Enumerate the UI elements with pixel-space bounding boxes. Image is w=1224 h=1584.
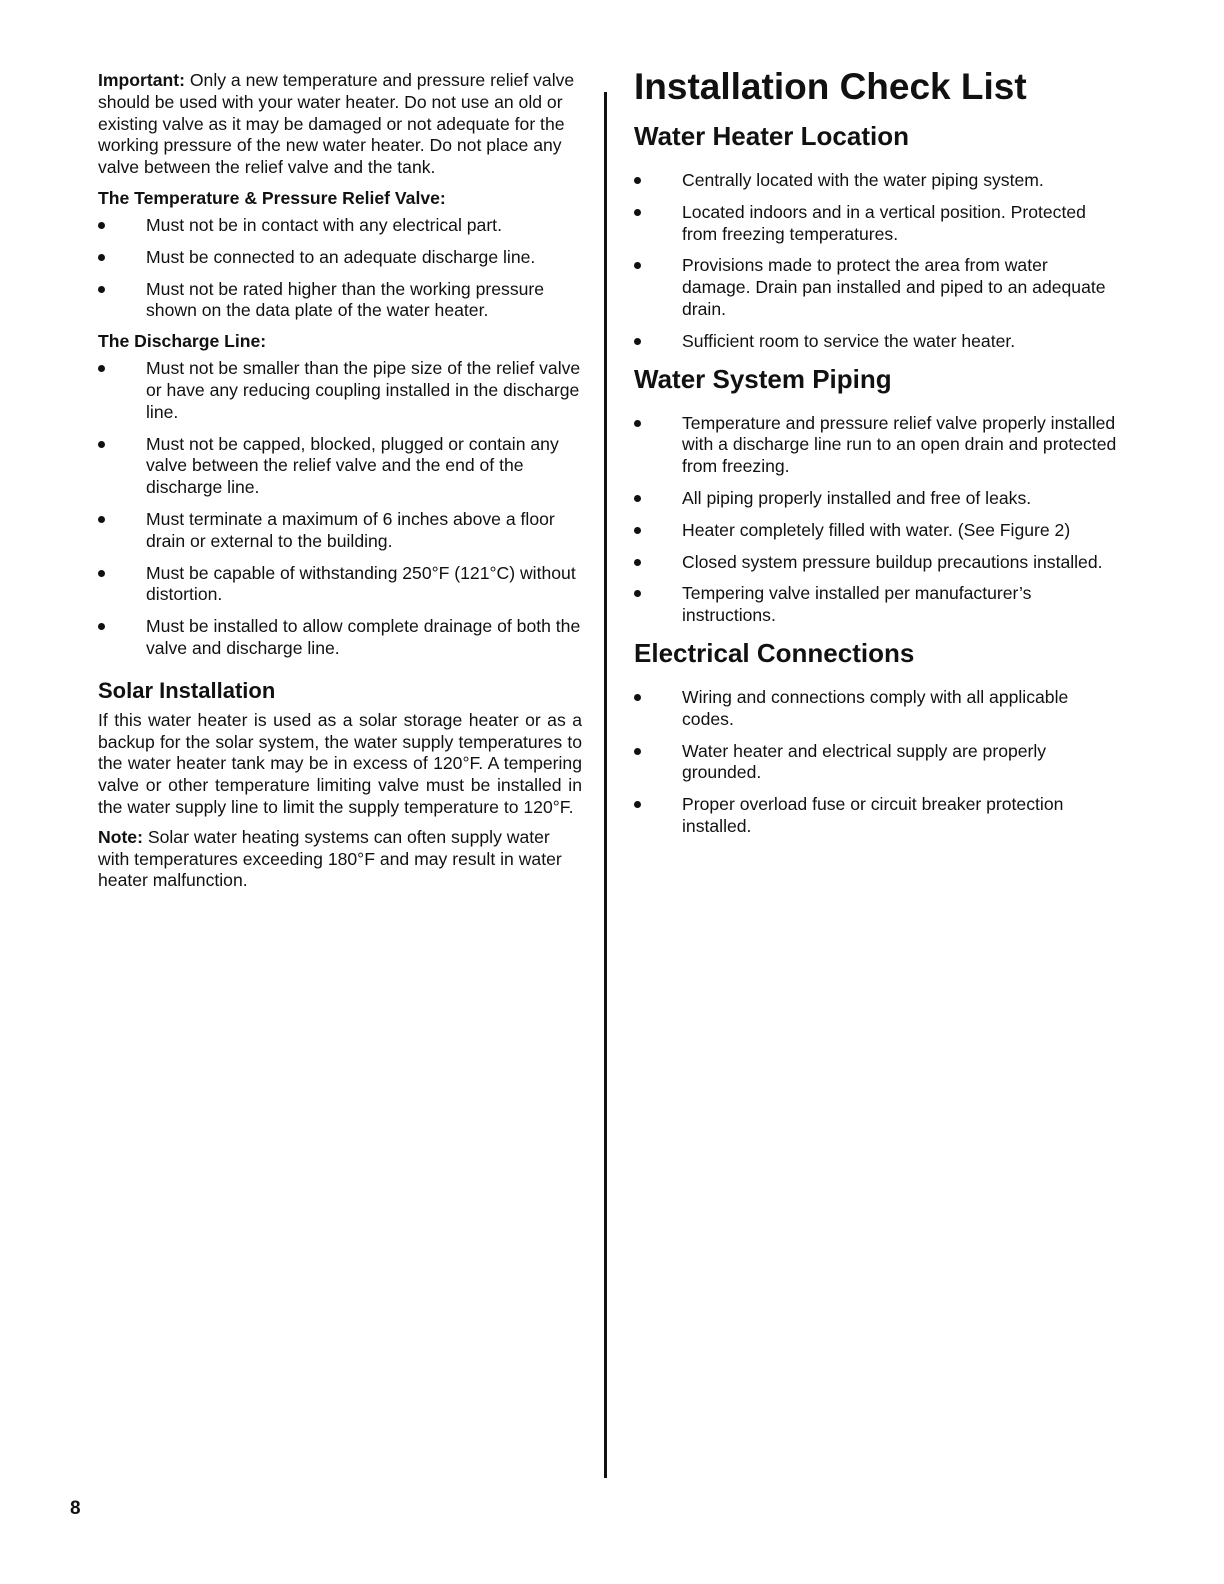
bullet-icon — [634, 177, 641, 184]
column-divider — [604, 92, 607, 1478]
piping-list — [634, 413, 1120, 627]
bullet-icon — [634, 559, 641, 566]
solar-paragraph: If this water heater is used as a solar storage heater or as a backup for the solar system, the water supply temperatures to the water heater tank may be in excess of 120°F. A tempering valve or other temperature limiting valve must be installed in the water supply line to limit the supply temperature to 120°F. — [98, 709, 582, 817]
page-number: 8 — [70, 1498, 81, 1519]
list-item-text: Must be installed to allow complete drainage of both the valve and discharge line. — [146, 616, 581, 658]
note-paragraph — [98, 827, 582, 892]
list-item-text: Located indoors and in a vertical position. Protected from freezing temperatures. — [682, 201, 1086, 244]
important-paragraph — [98, 70, 582, 179]
bullet-icon — [634, 209, 641, 216]
bullet-icon — [98, 254, 105, 261]
list-item-text: Sufficient room to service the water heater. — [682, 330, 1016, 351]
list-item — [634, 255, 1120, 320]
right-column — [634, 64, 1120, 848]
list-item-text: Must be capable of withstanding 250°F (121°C) without distortion. — [146, 562, 576, 605]
list-item — [98, 509, 582, 553]
list-item — [634, 583, 1120, 627]
bullet-icon — [98, 623, 105, 630]
page-title: Installation Check List — [634, 66, 1027, 107]
list-item — [634, 331, 1120, 353]
list-item — [98, 279, 582, 323]
list-item-text: Must not be rated higher than the working pressure shown on the data plate of the water heater. — [146, 278, 545, 321]
solar-heading: Solar Installation — [98, 677, 276, 703]
list-item-text: Provisions made to protect the area from water damage. Drain pan installed and piped to an adequate drain. — [682, 255, 1106, 319]
list-item-text: Wiring and connections comply with all applicable codes. — [682, 686, 1069, 729]
note-text: Solar water heating systems can often supply water with temperatures exceeding 180°F and may result in water heater malfunction. — [98, 826, 562, 891]
important-label: Important: — [98, 70, 185, 90]
bullet-icon — [634, 527, 641, 534]
list-item — [98, 563, 582, 607]
list-item — [634, 170, 1120, 192]
list-item-text: Must terminate a maximum of 6 inches above a floor drain or external to the building. — [146, 508, 555, 551]
list-item — [98, 215, 582, 237]
bullet-icon — [634, 801, 641, 808]
list-item — [634, 488, 1120, 510]
bullet-icon — [98, 222, 105, 229]
section-heading-piping: Water System Piping — [634, 363, 892, 394]
bullet-icon — [98, 441, 105, 448]
bullet-icon — [634, 748, 641, 755]
bullet-icon — [98, 286, 105, 293]
location-list — [634, 170, 1120, 353]
list-item — [98, 616, 582, 660]
electrical-list — [634, 687, 1120, 838]
list-item — [634, 741, 1120, 785]
list-item — [98, 358, 582, 423]
left-column — [98, 70, 582, 892]
list-item — [634, 687, 1120, 731]
list-item — [634, 202, 1120, 246]
discharge-list — [98, 358, 582, 660]
list-item — [634, 413, 1120, 478]
bullet-icon — [634, 495, 641, 502]
bullet-icon — [98, 365, 105, 372]
list-item-text: Must be connected to an adequate discharge line. — [146, 246, 536, 267]
list-item-text: Proper overload fuse or circuit breaker protection installed. — [682, 794, 1064, 836]
note-label: Note: — [98, 826, 143, 847]
tpr-heading: The Temperature & Pressure Relief Valve: — [98, 187, 446, 208]
bullet-icon — [634, 262, 641, 269]
tpr-list — [98, 215, 582, 322]
important-text: Only a new temperature and pressure relief valve should be used with your water heater. Do not use an old or existing valve as it may be damaged or not adequate for the working pressure of the new water heater. Do not place any valve between the relief valve and the tank. — [98, 70, 575, 178]
list-item — [98, 434, 582, 499]
list-item-text: Must not be in contact with any electrical part. — [146, 214, 502, 235]
list-item-text: Water heater and electrical supply are properly grounded. — [682, 740, 1047, 783]
bullet-icon — [634, 694, 641, 701]
list-item — [634, 552, 1120, 574]
bullet-icon — [634, 590, 641, 597]
bullet-icon — [98, 516, 105, 523]
list-item-text: Must not be capped, blocked, plugged or contain any valve between the relief valve and the end of the discharge line. — [146, 433, 559, 498]
bullet-icon — [98, 570, 105, 577]
list-item-text: Centrally located with the water piping system. — [682, 170, 1044, 190]
list-item — [634, 520, 1120, 542]
list-item — [98, 247, 582, 269]
list-item-text: Closed system pressure buildup precautions installed. — [682, 551, 1103, 572]
list-item-text: Temperature and pressure relief valve properly installed with a discharge line run to an open drain and protected from freezing. — [682, 412, 1117, 477]
list-item-text: Heater completely filled with water. (See Figure 2) — [682, 519, 1071, 540]
list-item-text: Tempering valve installed per manufacturer’s instructions. — [682, 583, 1032, 626]
section-heading-location: Water Heater Location — [634, 121, 909, 151]
list-item-text: Must not be smaller than the pipe size of the relief valve or have any reducing coupling installed in the discharge line. — [146, 358, 581, 422]
section-heading-electrical: Electrical Connections — [634, 637, 915, 668]
list-item — [634, 794, 1120, 838]
bullet-icon — [634, 338, 641, 345]
list-item-text: All piping properly installed and free of leaks. — [682, 487, 1032, 508]
bullet-icon — [634, 420, 641, 427]
discharge-heading: The Discharge Line: — [98, 331, 267, 352]
